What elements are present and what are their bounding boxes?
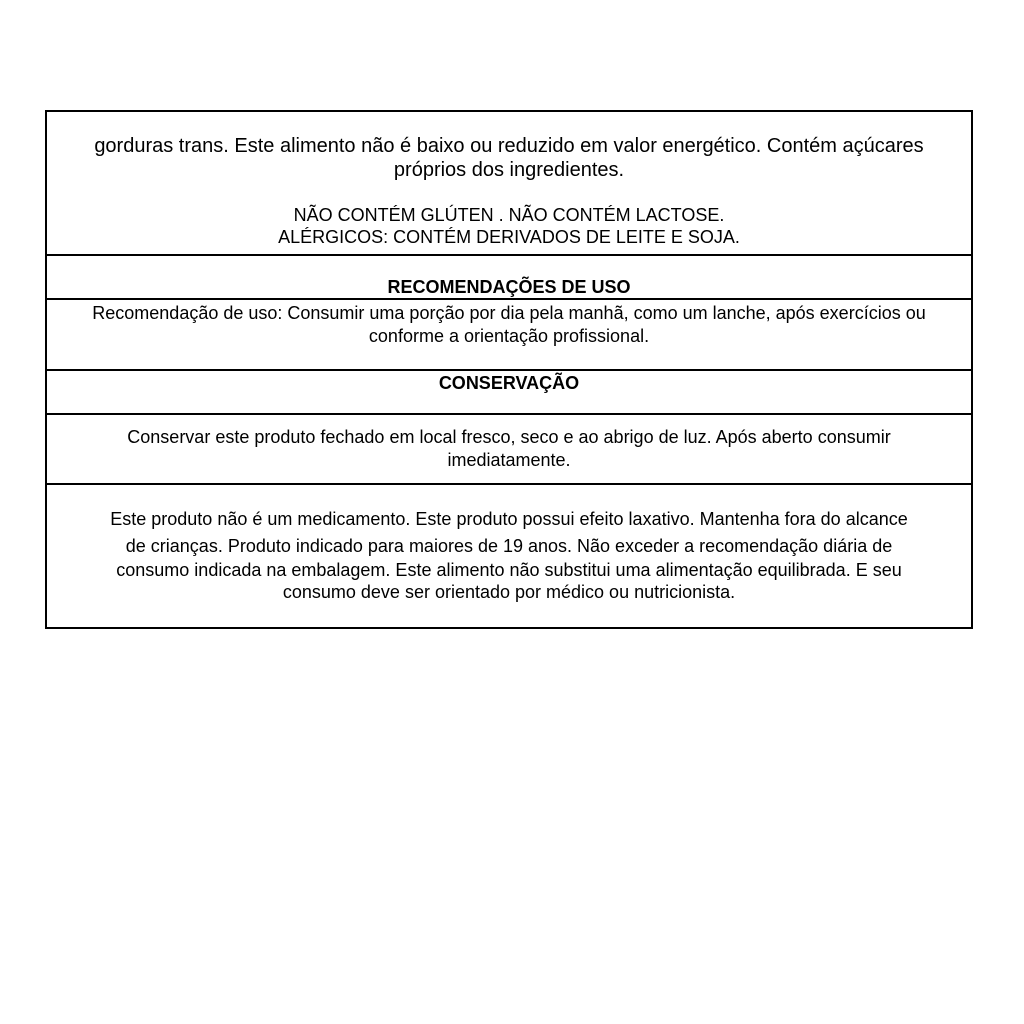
nutrition-notes-line-1: gorduras trans. Este alimento não é baixo ou reduzido em valor energético. Contém açúcares (94, 135, 924, 157)
nutrition-notes-section (47, 112, 971, 256)
allergen-notice: ALÉRGICOS: CONTÉM DERIVADOS DE LEITE E SOJA. (278, 227, 740, 247)
conservation-section (47, 415, 971, 485)
warning-line-1: Este produto não é um medicamento. Este produto possui efeito laxativo. Mantenha fora do alcance (110, 509, 908, 529)
spacer (47, 182, 971, 204)
product-label-table (45, 110, 973, 629)
conservation-heading-cell (47, 371, 971, 415)
warnings-section (47, 485, 971, 627)
recommendations-heading-cell (47, 256, 971, 300)
conservation-heading: CONSERVAÇÃO (438, 373, 580, 393)
recommendations-text: Recomendação de uso: Consumir uma porção por dia pela manhã, como um lanche, após exercícios ou conforme a orientação profissional. (92, 303, 926, 346)
gluten-lactose-notice: NÃO CONTÉM GLÚTEN . NÃO CONTÉM LACTOSE. (293, 205, 725, 225)
conservation-text: Conservar este produto fechado em local fresco, seco e ao abrigo de luz. Após aberto consumir imediatamente. (127, 427, 891, 470)
recommendations-section (47, 300, 971, 371)
recommendations-heading: RECOMENDAÇÕES DE USO (387, 277, 631, 297)
warning-line-2: de crianças. Produto indicado para maiores de 19 anos. Não exceder a recomendação diária de (125, 536, 893, 556)
warning-line-4: consumo deve ser orientado por médico ou nutricionista. (282, 582, 736, 602)
warning-line-3: consumo indicada na embalagem. Este alimento não substitui uma alimentação equilibrada. E seu (116, 560, 902, 580)
nutrition-notes-line-2: próprios dos ingredientes. (393, 159, 625, 181)
